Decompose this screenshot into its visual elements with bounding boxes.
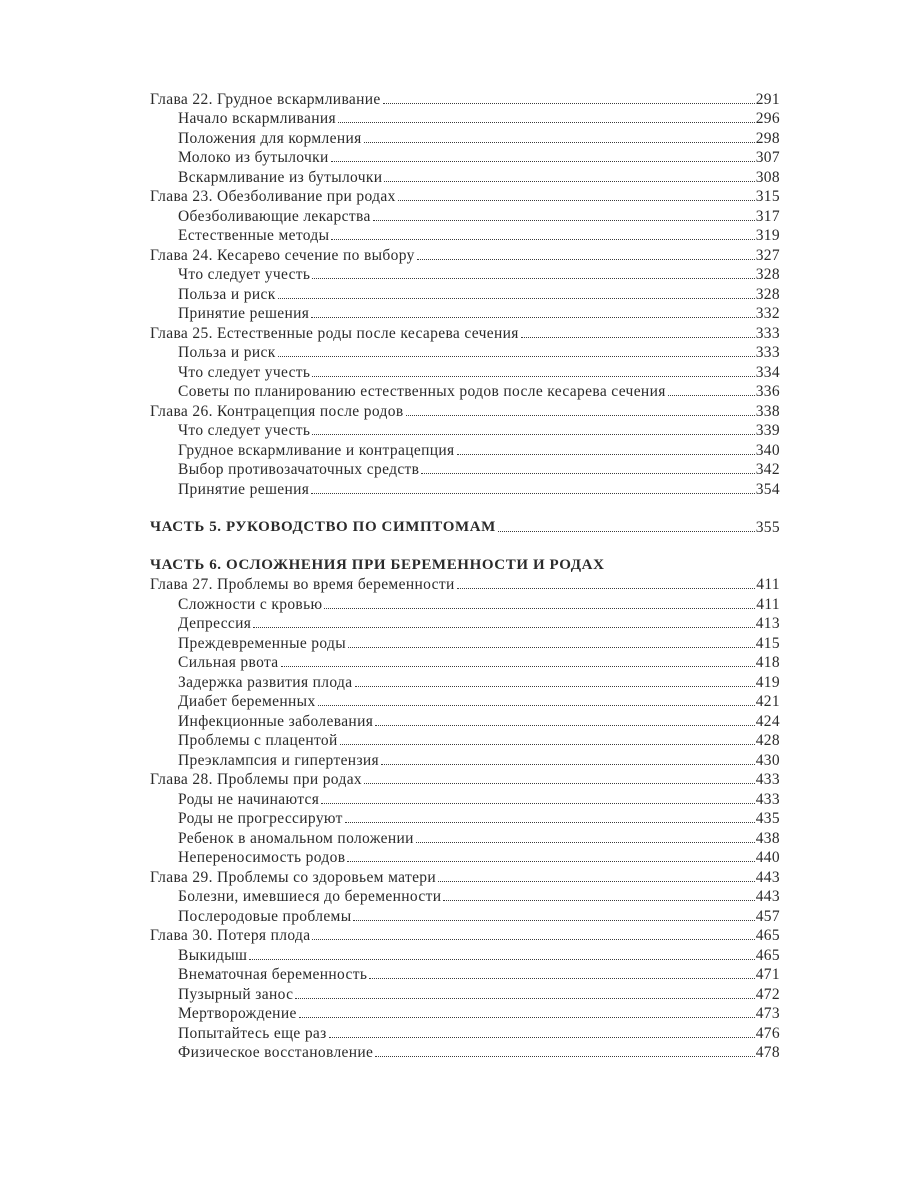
entry-title: Глава 27. Проблемы во время беременности	[150, 576, 455, 593]
entry-title: Начало вскармливания	[178, 110, 336, 127]
dot-leader	[278, 356, 755, 357]
page-number: 327	[755, 246, 780, 264]
dot-leader	[398, 200, 755, 201]
entry-title: Ребенок в аномальном положении	[178, 829, 414, 847]
toc-chapter-entry	[150, 89, 780, 109]
toc-section-entry	[150, 167, 780, 187]
dot-leader	[324, 608, 755, 609]
page-number: 443	[755, 888, 780, 905]
entry-title: Глава 29. Проблемы со здоровьем матери	[150, 868, 437, 886]
dot-leader	[321, 803, 754, 804]
dot-leader	[498, 531, 755, 532]
dot-leader	[443, 900, 754, 901]
dot-leader	[345, 822, 755, 823]
toc-section-entry	[150, 789, 780, 809]
toc-section-entry	[150, 1004, 780, 1024]
dot-leader	[355, 686, 755, 687]
toc-section-entry	[150, 343, 780, 363]
toc-section-entry	[150, 633, 780, 653]
toc-section-entry	[150, 984, 780, 1004]
page-number: 411	[756, 595, 780, 613]
spacer	[150, 499, 780, 518]
page-number: 328	[755, 266, 780, 283]
entry-title: Проблемы с плацентой	[178, 732, 338, 749]
page-number: 354	[755, 480, 780, 498]
entry-title: Внематочная беременность	[178, 966, 368, 983]
page-number: 332	[755, 305, 780, 322]
toc-chapter-entry	[150, 575, 780, 595]
toc-section-entry	[150, 1043, 780, 1063]
dot-leader	[338, 122, 755, 123]
toc-section-entry	[150, 284, 780, 304]
dot-leader	[353, 920, 754, 921]
toc-section-entry	[150, 148, 780, 168]
dot-leader	[375, 1056, 754, 1057]
page-number: 333	[755, 324, 780, 342]
toc-section-entry	[150, 887, 780, 907]
entry-title: Преждевременные роды	[178, 634, 347, 652]
page-number: 421	[755, 693, 780, 710]
dot-leader	[383, 103, 755, 104]
page-number: 308	[755, 168, 780, 186]
entry-title: Естественные методы	[178, 227, 330, 244]
entry-title: Преэклампсия и гипертензия	[178, 751, 380, 769]
toc-group-chapters-22-26	[150, 89, 780, 499]
page-number: 291	[755, 90, 780, 108]
entry-title: Вскармливание из бутылочки	[178, 168, 383, 186]
toc-section-entry	[150, 594, 780, 614]
page-number: 418	[755, 654, 780, 671]
dot-leader	[457, 588, 756, 589]
dot-leader	[331, 161, 755, 162]
dot-leader	[331, 239, 754, 240]
table-of-contents	[150, 89, 780, 1062]
dot-leader	[253, 627, 754, 628]
toc-section-entry	[150, 828, 780, 848]
entry-title: Депрессия	[178, 615, 252, 632]
toc-chapter-entry	[150, 401, 780, 421]
page-number: 328	[755, 285, 780, 303]
toc-chapter-entry	[150, 926, 780, 946]
page-number: 355	[755, 519, 780, 536]
toc-section-entry	[150, 421, 780, 441]
toc-section-entry	[150, 750, 780, 770]
entry-title: Что следует учесть	[178, 422, 311, 439]
entry-title: Принятие решения	[178, 305, 310, 322]
toc-part-5	[150, 518, 780, 538]
dot-leader	[406, 415, 755, 416]
toc-section-entry	[150, 965, 780, 985]
toc-section-entry	[150, 692, 780, 712]
toc-section-entry	[150, 731, 780, 751]
dot-leader	[278, 298, 755, 299]
entry-title: Глава 22. Грудное вскармливание	[150, 90, 381, 108]
dot-leader	[381, 764, 755, 765]
page-number: 334	[755, 363, 780, 381]
toc-section-entry	[150, 109, 780, 129]
page-number: 298	[755, 129, 780, 147]
dot-leader	[369, 978, 754, 979]
entry-title: Выкидыш	[178, 946, 248, 964]
toc-section-entry	[150, 1023, 780, 1043]
page-number: 440	[755, 849, 780, 866]
page-number: 430	[755, 751, 780, 769]
entry-title: Принятие решения	[178, 480, 310, 498]
dot-leader	[249, 959, 754, 960]
toc-section-entry	[150, 382, 780, 402]
entry-title: Грудное вскармливание и контрацепция	[178, 441, 455, 459]
entry-title: Обезболивающие лекарства	[178, 207, 371, 225]
dot-leader	[373, 220, 755, 221]
entry-title: Инфекционные заболевания	[178, 712, 374, 730]
page-number: 471	[755, 966, 780, 983]
toc-section-entry	[150, 128, 780, 148]
entry-title: Советы по планированию естественных родов после кесарева сечения	[178, 383, 666, 400]
dot-leader	[347, 861, 754, 862]
page-number: 338	[755, 402, 780, 420]
page-number: 433	[755, 771, 780, 788]
page-number: 433	[755, 790, 780, 808]
entry-title: Глава 30. Потеря плода	[150, 927, 311, 944]
dot-leader	[417, 259, 755, 260]
toc-section-entry	[150, 362, 780, 382]
dot-leader	[312, 939, 754, 940]
page-number: 419	[755, 673, 780, 691]
page-number: 317	[755, 207, 780, 225]
toc-section-entry	[150, 460, 780, 480]
toc-section-entry	[150, 304, 780, 324]
toc-chapter-entry	[150, 245, 780, 265]
entry-title: Задержка развития плода	[178, 673, 353, 691]
page-number: 443	[755, 868, 780, 886]
entry-title: Выбор противозачаточных средств	[178, 461, 420, 478]
dot-leader	[312, 278, 754, 279]
page-number: 438	[755, 829, 780, 847]
part-title: ЧАСТЬ 5. РУКОВОДСТВО ПО СИМПТОМАМ	[150, 519, 496, 535]
page-number: 413	[755, 615, 780, 632]
dot-leader	[348, 647, 755, 648]
dot-leader	[281, 666, 755, 667]
toc-section-entry	[150, 653, 780, 673]
dot-leader	[384, 181, 754, 182]
page-number: 457	[755, 907, 780, 925]
page-number: 340	[755, 441, 780, 459]
toc-part-6	[150, 555, 780, 575]
toc-section-entry	[150, 945, 780, 965]
page-number: 411	[756, 576, 780, 593]
page-number: 424	[755, 712, 780, 730]
entry-title: Послеродовые проблемы	[178, 907, 352, 925]
dot-leader	[312, 376, 754, 377]
entry-title: Польза и риск	[178, 344, 276, 361]
entry-title: Что следует учесть	[178, 266, 311, 283]
page-number: 315	[755, 188, 780, 205]
entry-title: Сложности с кровью	[178, 595, 323, 613]
toc-group-chapters-27-30	[150, 575, 780, 1063]
entry-title: Польза и риск	[178, 285, 276, 303]
entry-title: Попытайтесь еще раз	[178, 1024, 327, 1042]
toc-section-entry	[150, 614, 780, 634]
spacer	[150, 537, 780, 555]
page-number: 472	[755, 985, 780, 1003]
dot-leader	[421, 473, 754, 474]
entry-title: Физическое восстановление	[178, 1044, 374, 1061]
page-number: 465	[755, 927, 780, 944]
dot-leader	[375, 725, 754, 726]
page-number: 319	[755, 227, 780, 244]
entry-title: Глава 26. Контрацепция после родов	[150, 402, 404, 420]
entry-title: Глава 28. Проблемы при родах	[150, 771, 363, 788]
page-number: 296	[755, 110, 780, 127]
toc-section-entry	[150, 265, 780, 285]
dot-leader	[318, 705, 755, 706]
entry-title: Пузырный занос	[178, 985, 294, 1003]
dot-leader	[457, 454, 755, 455]
toc-chapter-entry	[150, 770, 780, 790]
entry-title: Глава 24. Кесарево сечение по выбору	[150, 246, 415, 264]
toc-section-entry	[150, 809, 780, 829]
dot-leader	[312, 434, 754, 435]
toc-section-entry	[150, 906, 780, 926]
toc-section-entry	[150, 440, 780, 460]
toc-section-entry	[150, 672, 780, 692]
page-number: 342	[755, 461, 780, 478]
toc-section-entry	[150, 226, 780, 246]
dot-leader	[329, 1037, 755, 1038]
page-number: 473	[755, 1005, 780, 1022]
dot-leader	[438, 881, 755, 882]
page-number: 333	[755, 344, 780, 361]
page-number: 307	[755, 149, 780, 166]
toc-section-entry	[150, 848, 780, 868]
dot-leader	[668, 395, 755, 396]
entry-title: Роды не начинаются	[178, 790, 320, 808]
toc-chapter-entry	[150, 867, 780, 887]
dot-leader	[295, 998, 754, 999]
entry-title: Болезни, имевшиеся до беременности	[178, 888, 442, 905]
page-number: 336	[755, 383, 780, 400]
entry-title: Глава 23. Обезболивание при родах	[150, 188, 396, 205]
toc-chapter-entry	[150, 323, 780, 343]
entry-title: Что следует учесть	[178, 363, 311, 381]
entry-title: Положения для кормления	[178, 129, 362, 147]
toc-section-entry	[150, 711, 780, 731]
dot-leader	[299, 1017, 755, 1018]
dot-leader	[521, 337, 755, 338]
page-number: 435	[755, 810, 780, 827]
toc-section-entry	[150, 479, 780, 499]
part-title: ЧАСТЬ 6. ОСЛОЖНЕНИЯ ПРИ БЕРЕМЕННОСТИ И РОДАХ	[150, 556, 605, 573]
page-number: 476	[755, 1024, 780, 1042]
entry-title: Диабет беременных	[178, 693, 316, 710]
dot-leader	[416, 842, 755, 843]
entry-title: Мертворождение	[178, 1005, 297, 1022]
entry-title: Сильная рвота	[178, 654, 279, 671]
dot-leader	[340, 744, 755, 745]
page-number: 478	[755, 1044, 780, 1061]
entry-title: Непереносимость родов	[178, 849, 346, 866]
dot-leader	[311, 493, 754, 494]
toc-section-entry	[150, 206, 780, 226]
toc-chapter-entry	[150, 187, 780, 207]
entry-title: Роды не прогрессируют	[178, 810, 343, 827]
page-number: 465	[755, 946, 780, 964]
entry-title: Глава 25. Естественные роды после кесарева сечения	[150, 324, 519, 342]
dot-leader	[364, 142, 755, 143]
page-number: 428	[755, 732, 780, 749]
dot-leader	[311, 317, 754, 318]
page-number: 339	[755, 422, 780, 439]
entry-title: Молоко из бутылочки	[178, 149, 329, 166]
dot-leader	[364, 783, 755, 784]
page-number: 415	[755, 634, 780, 652]
